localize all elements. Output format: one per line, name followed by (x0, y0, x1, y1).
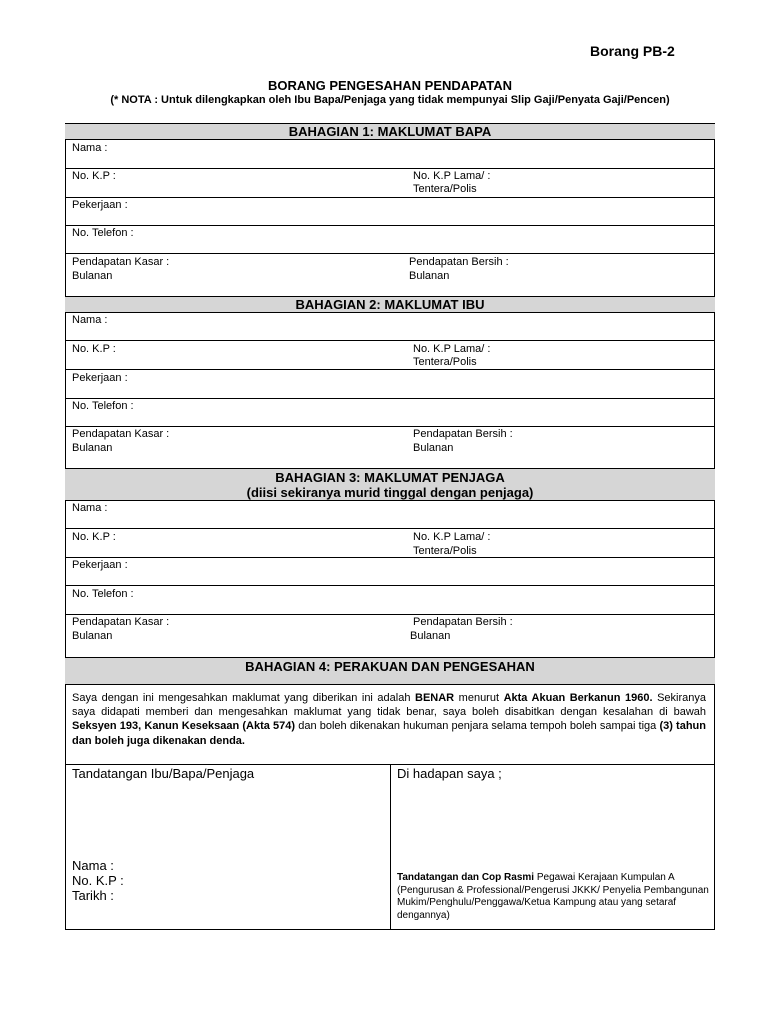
signer-nokp-label: No. K.P : (72, 873, 124, 888)
s2-telefon-label: No. Telefon : (72, 400, 134, 412)
s3-nokp-label: No. K.P : (72, 531, 116, 543)
form-code: Borang PB-2 (590, 43, 675, 59)
s1-telefon-label: No. Telefon : (72, 227, 134, 239)
s3-bersih-bulanan: Bulanan (410, 630, 451, 642)
s2-row-telefon (65, 399, 715, 427)
section-2-header: BAHAGIAN 2: MAKLUMAT IBU (65, 296, 715, 313)
s2-pekerjaan-label: Pekerjaan : (72, 372, 128, 384)
s3-nokp-lama-label: No. K.P Lama/ : (413, 531, 491, 543)
section-3-subtitle: (diisi sekiranya murid tinggal dengan penjaga) (246, 485, 534, 500)
s3-row-nokp (65, 529, 715, 558)
s2-nokp-label: No. K.P : (72, 343, 116, 355)
s2-row-nokp (65, 341, 715, 370)
form-note: (* NOTA : Untuk dilengkapkan oleh Ibu Bapa/Penjaga yang tidak mempunyai Slip Gaji/Penyata Gaji/Pencen) (110, 94, 670, 106)
s1-tentera-label: Tentera/Polis (413, 183, 477, 195)
s2-kasar-bulanan: Bulanan (72, 442, 113, 454)
s1-row-pekerjaan (65, 198, 715, 226)
s3-kasar-label: Pendapatan Kasar : (72, 616, 170, 628)
section-1-header: BAHAGIAN 1: MAKLUMAT BAPA (65, 123, 715, 140)
section-4-header: BAHAGIAN 4: PERAKUAN DAN PENGESAHAN (65, 657, 715, 685)
s1-row-nokp (65, 169, 715, 198)
s3-kasar-bulanan: Bulanan (72, 630, 113, 642)
declaration-text: Saya dengan ini mengesahkan maklumat yang diberikan ini adalah BENAR menurut Akta Akuan Berkanun 1960. Sekiranya saya didapati memberi dan mengesahkan maklumat yang tidak benar, saya boleh disabitkan dengan kesalahan di bawah Seksyen 193, Kanun Keseksaan (Akta 574) dan boleh dikenakan hukuman penjara selama tempoh boleh sampai tiga (3) tahun dan boleh juga dikenakan denda. (72, 692, 706, 747)
s3-bersih-label: Pendapatan Bersih : (413, 616, 513, 628)
s3-nama-label: Nama : (72, 502, 108, 514)
s2-bersih-label: Pendapatan Bersih : (413, 428, 513, 440)
s2-row-nama (65, 313, 715, 341)
witness-title: Di hadapan saya ; (397, 766, 502, 781)
s1-nokp-label: No. K.P : (72, 170, 116, 182)
s2-row-pekerjaan (65, 370, 715, 399)
s2-tentera-label: Tentera/Polis (413, 356, 477, 368)
signature-column-divider (390, 765, 391, 930)
s2-nokp-lama-label: No. K.P Lama/ : (413, 343, 491, 355)
s1-row-nama (65, 140, 715, 169)
s1-row-telefon (65, 226, 715, 254)
s1-bersih-bulanan: Bulanan (409, 270, 450, 282)
section-3-title: BAHAGIAN 3: MAKLUMAT PENJAGA (275, 470, 505, 485)
form-title: BORANG PENGESAHAN PENDAPATAN (267, 78, 513, 93)
parent-signature-title: Tandatangan Ibu/Bapa/Penjaga (72, 766, 255, 781)
s3-row-telefon (65, 586, 715, 615)
s2-kasar-label: Pendapatan Kasar : (72, 428, 170, 440)
signer-tarikh-label: Tarikh : (72, 888, 114, 903)
official-stamp-note: Tandatangan dan Cop Rasmi Pegawai Kerajaan Kumpulan A (Pengurusan & Professional/Pengerusi JKKK/ Penyelia Pembangunan Mukim/Penghulu/Penggawa/Ketua Kampung atau yang setaraf dengannya) (397, 872, 709, 921)
s2-bersih-bulanan: Bulanan (413, 442, 454, 454)
s1-bersih-label: Pendapatan Bersih : (409, 256, 509, 268)
s3-row-pekerjaan (65, 558, 715, 586)
s1-kasar-bulanan: Bulanan (72, 270, 113, 282)
s3-row-nama (65, 501, 715, 529)
s2-nama-label: Nama : (72, 314, 108, 326)
s3-pekerjaan-label: Pekerjaan : (72, 559, 128, 571)
section-3-header (65, 468, 715, 501)
s3-telefon-label: No. Telefon : (72, 588, 134, 600)
s3-tentera-label: Tentera/Polis (413, 545, 477, 557)
signer-nama-label: Nama : (72, 858, 114, 873)
s1-nokp-lama-label: No. K.P Lama/ : (413, 170, 491, 182)
s1-kasar-label: Pendapatan Kasar : (72, 256, 170, 268)
s1-pekerjaan-label: Pekerjaan : (72, 199, 128, 211)
s1-nama-label: Nama : (72, 142, 108, 154)
